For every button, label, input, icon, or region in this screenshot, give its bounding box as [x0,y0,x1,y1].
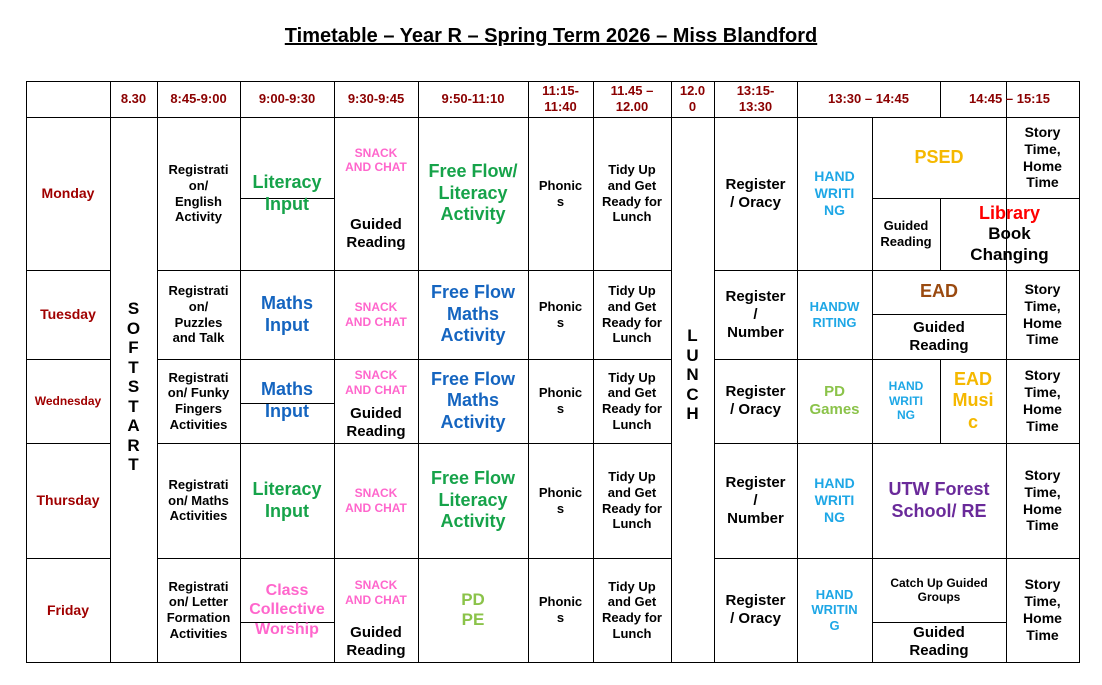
page-title: Timetable – Year R – Spring Term 2026 – Miss Blandford [284,25,818,47]
lunch-letter: N [686,365,699,385]
soft-start-letter: T [128,357,139,377]
register-cell: Register / Oracy [725,383,786,418]
guided-reading-pm-cell: Guided Reading [880,218,932,249]
soft-start-letter: S [127,299,140,319]
soft-start-letter: S [127,377,140,397]
snack-cell: SNACK AND CHAT [345,578,407,607]
ead-cell: EAD [919,281,958,302]
lunch-letter: H [686,404,699,424]
day-label: Tuesday [40,306,96,323]
guided-reading-pm-cell: Guided Reading [909,624,969,659]
book-changing-label: Book Changing [970,224,1049,264]
lunch-letter: C [686,384,699,404]
register-cell: Register / Oracy [725,592,786,627]
soft-start-letter: R [127,435,140,455]
register-cell: Register / Number [725,473,786,527]
free-flow-cell: Free Flow Maths Activity [430,368,515,432]
handwriting-cell: HAND WRITIN G [811,586,858,633]
tidy-up-cell: Tidy Up and Get Ready for Lunch [602,578,662,641]
free-flow-cell: Free Flow/ Literacy Activity [428,161,518,225]
soft-start-letter: A [127,416,140,436]
lunch-label [671,310,714,440]
story-time-cell: Story Time, Home Time [1023,123,1062,191]
psed-cell: PSED [914,146,964,167]
pd-pe-cell: PD PE [461,589,485,629]
guided-reading-cell: Guided Reading [346,405,406,440]
soft-start-label [110,277,157,497]
lunch-letter: L [687,326,698,346]
tidy-up-cell: Tidy Up and Get Ready for Lunch [602,162,662,225]
free-flow-cell: Free Flow Maths Activity [430,282,515,346]
handwriting-cell: HAND WRITI NG [814,475,855,525]
header-cell: 13:30 – 14:45 [828,91,909,107]
day-label: Wednesday [34,393,102,408]
handwriting-cell: HAND WRITI NG [814,168,855,218]
header-cell: 8.30 [120,91,147,107]
day-label: Monday [41,185,95,202]
soft-start-letter: T [128,396,139,416]
soft-start-letter: F [128,338,139,358]
free-flow-cell: Free Flow Literacy Activity [430,468,515,532]
header-cell: 12.0 0 [679,83,706,114]
ead-music-cell: EAD Musi c [952,368,994,432]
phonics-cell: Phonic s [538,484,583,516]
snack-cell: SNACK AND CHAT [345,368,407,397]
input-cell: Maths Input [260,292,313,335]
registration-cell: Registrati on/ Maths Activities [168,477,229,524]
header-cell: 9:00-9:30 [258,91,316,107]
handwriting-cell: HAND WRITI NG [888,379,924,423]
lunch-letter: U [686,345,699,365]
day-label: Thursday [36,492,100,509]
guided-reading-pm-cell: Guided Reading [909,318,969,354]
input-cell: Maths Input [260,379,313,421]
tidy-up-cell: Tidy Up and Get Ready for Lunch [602,283,662,346]
snack-cell: SNACK AND CHAT [345,300,407,329]
registration-cell: Registrati on/ Funky Fingers Activities [167,369,230,432]
header-cell: 8:45-9:00 [170,91,227,107]
soft-start-letter: O [126,318,141,338]
phonics-cell: Phonic s [538,594,583,625]
snack-cell: SNACK AND CHAT [345,486,407,515]
utw-forest-school-cell: UTW Forest School/ RE [888,478,990,521]
register-cell: Register / Oracy [725,175,786,211]
handwriting-cell: HANDW RITING [809,298,860,330]
phonics-cell: Phonic s [538,177,583,209]
tidy-up-cell: Tidy Up and Get Ready for Lunch [602,369,662,432]
guided-reading-cell: Guided Reading [346,624,406,659]
input-cell: Literacy Input [252,478,322,521]
catch-up-cell: Catch Up Guided Groups [890,575,988,604]
story-time-cell: Story Time, Home Time [1023,367,1062,434]
header-cell: 9:50-11:10 [441,91,505,107]
header-cell: 11:15- 11:40 [542,83,579,114]
phonics-cell: Phonic s [538,385,583,416]
header-cell: 13:15- 13:30 [736,83,775,114]
collective-worship-cell: Class Collective Worship [249,582,325,638]
registration-cell: Registrati on/ English Activity [168,162,229,225]
phonics-cell: Phonic s [538,298,583,330]
pd-games-cell: PD Games [809,383,860,418]
story-time-cell: Story Time, Home Time [1023,466,1062,534]
header-cell: 11.45 – 12.00 [610,83,654,114]
snack-cell: SNACK AND CHAT [345,145,407,174]
tidy-up-cell: Tidy Up and Get Ready for Lunch [602,469,662,532]
register-cell: Register / Number [725,287,786,341]
header-cell: 9:30-9:45 [347,91,405,107]
header-cell: 14:45 – 15:15 [969,91,1050,107]
day-label: Friday [46,601,89,618]
guided-reading-cell: Guided Reading [346,216,406,251]
soft-start-letter: T [128,455,139,475]
input-cell: Literacy Input [252,171,322,214]
library-label: Library [978,202,1041,223]
story-time-cell: Story Time, Home Time [1023,280,1062,348]
story-time-cell: Story Time, Home Time [1023,576,1062,643]
registration-cell: Registrati on/ Letter Formation Activities [166,578,231,641]
library-cell [940,198,1079,270]
registration-cell: Registrati on/ Puzzles and Talk [168,283,229,346]
